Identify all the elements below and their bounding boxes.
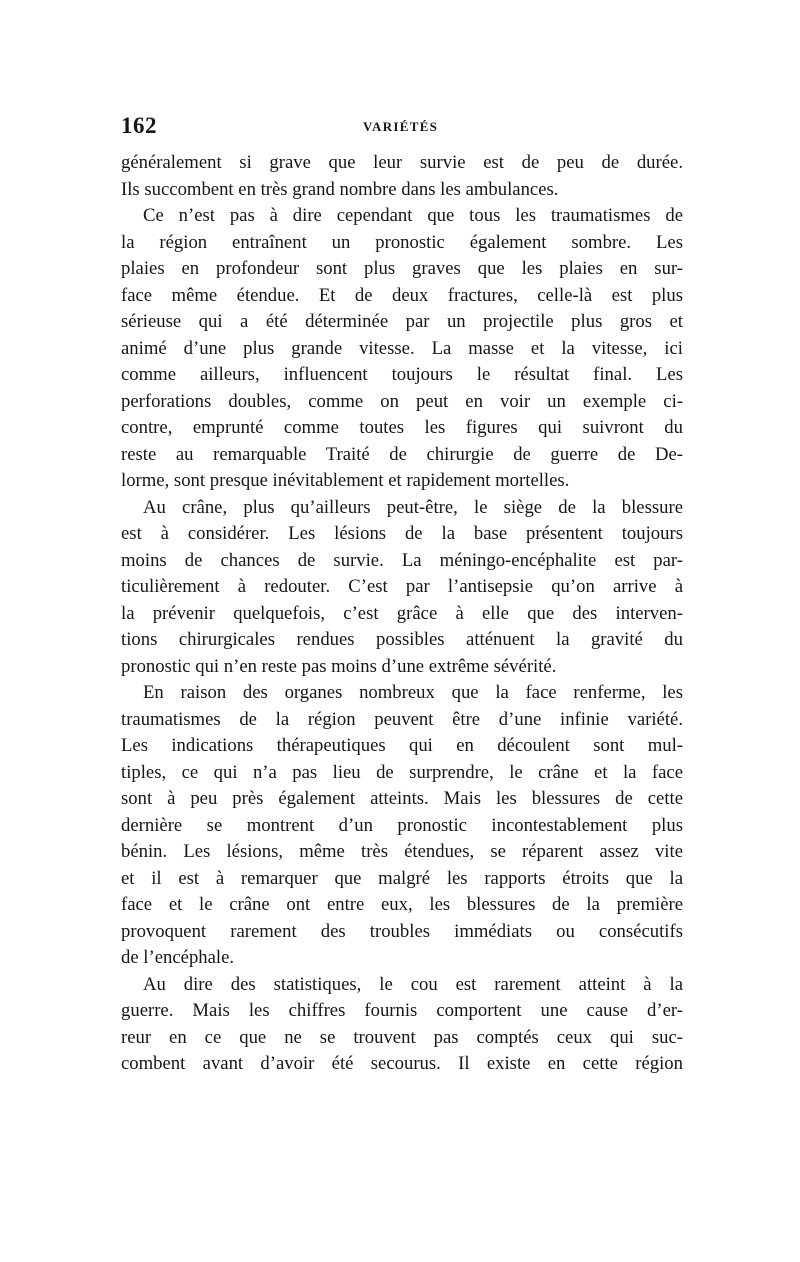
text-line: face et le crâne ont entre eux, les blessures de la première [121, 894, 683, 915]
text-line: sont à peu près également atteints. Mais les blessures de cette [121, 788, 683, 809]
text-line: provoquent rarement des troubles immédiats ou consécutifs [121, 920, 683, 942]
text-line: est à considérer. Les lésions de la base présentent toujours [121, 523, 683, 544]
text-line: la région entraînent un pronostic également sombre. Les [121, 231, 683, 253]
text-line: pronostic qui n’en reste pas moins d’une extrême sévérité. [121, 655, 557, 677]
body-text [121, 150, 683, 1078]
text-line: bénin. Les lésions, même très étendues, se réparent assez vite [121, 841, 683, 862]
text-line: de l’encéphale. [121, 947, 235, 968]
paragraph [121, 495, 683, 681]
text-line: ticulièrement à redouter. C’est par l’antisepsie qu’on arrive à [121, 576, 683, 597]
text-line: Au crâne, plus qu’ailleurs peut-être, le siège de la blessure [143, 496, 683, 518]
text-line: lorme, sont presque inévitablement et rapidement mortelles. [121, 470, 570, 491]
text-line: Ils succombent en très grand nombre dans les ambulances. [121, 178, 559, 200]
text-line: animé d’une plus grande vitesse. La masse et la vitesse, ici [121, 337, 683, 359]
text-line: contre, emprunté comme toutes les figures qui suivront du [121, 417, 683, 438]
text-line: reste au remarquable Traité de chirurgie de guerre de De- [121, 443, 683, 465]
text-line: plaies en profondeur sont plus graves que les plaies en sur- [121, 258, 683, 279]
text-line: moins de chances de survie. La méningo-encéphalite est par- [121, 549, 683, 571]
paragraph [121, 680, 683, 972]
text-line: traumatismes de la région peuvent être d’une infinie variété. [121, 708, 683, 730]
text-line: dernière se montrent d’un pronostic incontestablement plus [121, 814, 683, 836]
text-line: sérieuse qui a été déterminée par un projectile plus gros et [121, 311, 683, 332]
text-line: tiples, ce qui n’a pas lieu de surprendre, le crâne et la face [121, 761, 683, 783]
running-head [121, 113, 683, 143]
text-line: guerre. Mais les chiffres fournis comportent une cause d’er- [121, 1000, 683, 1021]
text-line: généralement si grave que leur survie est de peu de durée. [121, 152, 683, 173]
page-number: 162 [121, 113, 157, 138]
text-line: Au dire des statistiques, le cou est rarement atteint à la [143, 973, 683, 995]
text-line: combent avant d’avoir été secourus. Il existe en cette région [121, 1053, 683, 1074]
text-line: perforations doubles, comme on peut en voir un exemple ci- [121, 390, 683, 412]
text-line: reur en ce que ne se trouvent pas comptés ceux qui suc- [121, 1026, 683, 1048]
paragraph [121, 150, 683, 203]
text-line: En raison des organes nombreux que la face renferme, les [143, 682, 683, 703]
paragraph [121, 972, 683, 1078]
text-line: Ce n’est pas à dire cependant que tous les traumatismes de [143, 205, 683, 226]
text-line: comme ailleurs, influencent toujours le résultat final. Les [121, 364, 683, 385]
text-line: la prévenir quelquefois, c’est grâce à elle que des interven- [121, 602, 683, 624]
text-line: et il est à remarquer que malgré les rapports étroits que la [121, 867, 683, 889]
text-line: tions chirurgicales rendues possibles atténuent la gravité du [121, 629, 683, 650]
text-line: face même étendue. Et de deux fractures, celle-là est plus [121, 284, 683, 306]
text-line: Les indications thérapeutiques qui en découlent sont mul- [121, 735, 683, 756]
running-title: VARIÉTÉS [363, 119, 439, 134]
paragraph [121, 203, 683, 495]
